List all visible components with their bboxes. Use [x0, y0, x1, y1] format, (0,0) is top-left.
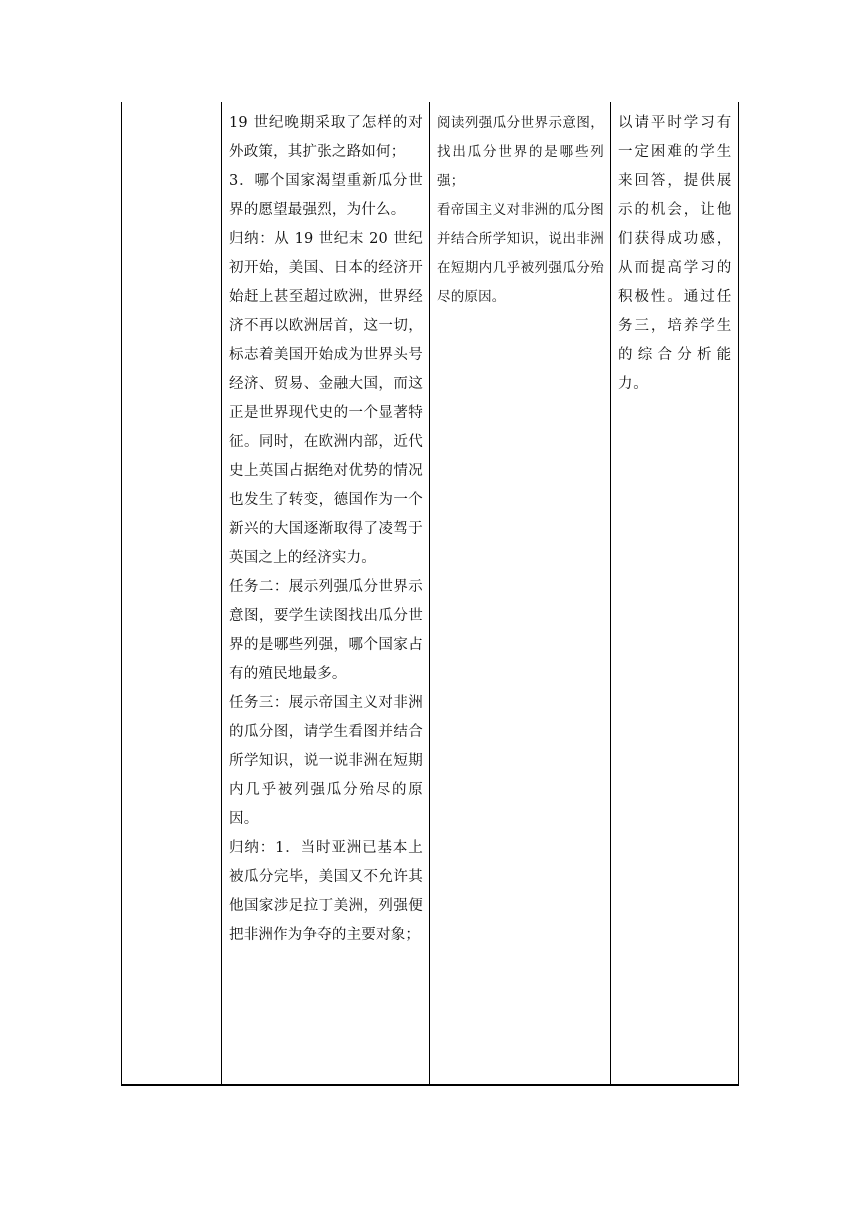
teacher-activity-paragraph: 19 世纪晚期采取了怎样的对外政策，其扩张之路如何； [229, 115, 423, 160]
student-activity-cell [430, 102, 611, 1085]
stage-cell [122, 102, 222, 1085]
lesson-plan-table [121, 102, 739, 1086]
teacher-activity-paragraph: 任务三：展示帝国主义对非洲的瓜分图，请学生看图并结合所学知识，说一说非洲在短期内几乎被列强瓜分殆尽的原因。 [229, 695, 423, 827]
student-activity-paragraph: 看帝国主义对非洲的瓜分图并结合所学知识，说出非洲在短期内几乎被列强瓜分殆尽的原因。 [437, 202, 604, 305]
student-activity-paragraph: 阅读列强瓜分世界示意图，找出瓜分世界的是哪些列强； [437, 115, 604, 189]
teacher-activity-paragraph: 3．哪个国家渴望重新瓜分世界的愿望最强烈，为什么。 [229, 173, 423, 218]
teacher-activity-paragraph: 任务二：展示列强瓜分世界示意图，要学生读图找出瓜分世界的是哪些列强，哪个国家占有的殖民地最多。 [229, 579, 423, 682]
teacher-activity-cell [222, 102, 430, 1085]
design-intent-cell [611, 102, 739, 1085]
teacher-activity-paragraph: 归纳：从 19 世纪末 20 世纪初开始，美国、日本的经济开始赶上甚至超过欧洲，世界经济不再以欧洲居首，这一切，标志着美国开始成为世界头号经济、贸易、金融大国，而这正是世界现代史的一个显著特征。同时，在欧洲内部，近代史上英国占据绝对优势的情况也发生了转变，德国作为一个新兴的大国逐渐取得了凌驾于英国之上的经济实力。 [229, 231, 423, 566]
teacher-activity-paragraph: 归纳：1．当时亚洲已基本上被瓜分完毕，美国又不允许其他国家涉足拉丁美洲，列强便把非洲作为争夺的主要对象； [229, 840, 423, 943]
table-row [122, 102, 739, 1085]
design-intent-paragraph: 以请平时学习有一定困难的学生来回答，提供展示的机会，让他们获得成功感，从而提高学习的积极性。通过任务三，培养学生的综合分析能力。 [618, 115, 732, 392]
